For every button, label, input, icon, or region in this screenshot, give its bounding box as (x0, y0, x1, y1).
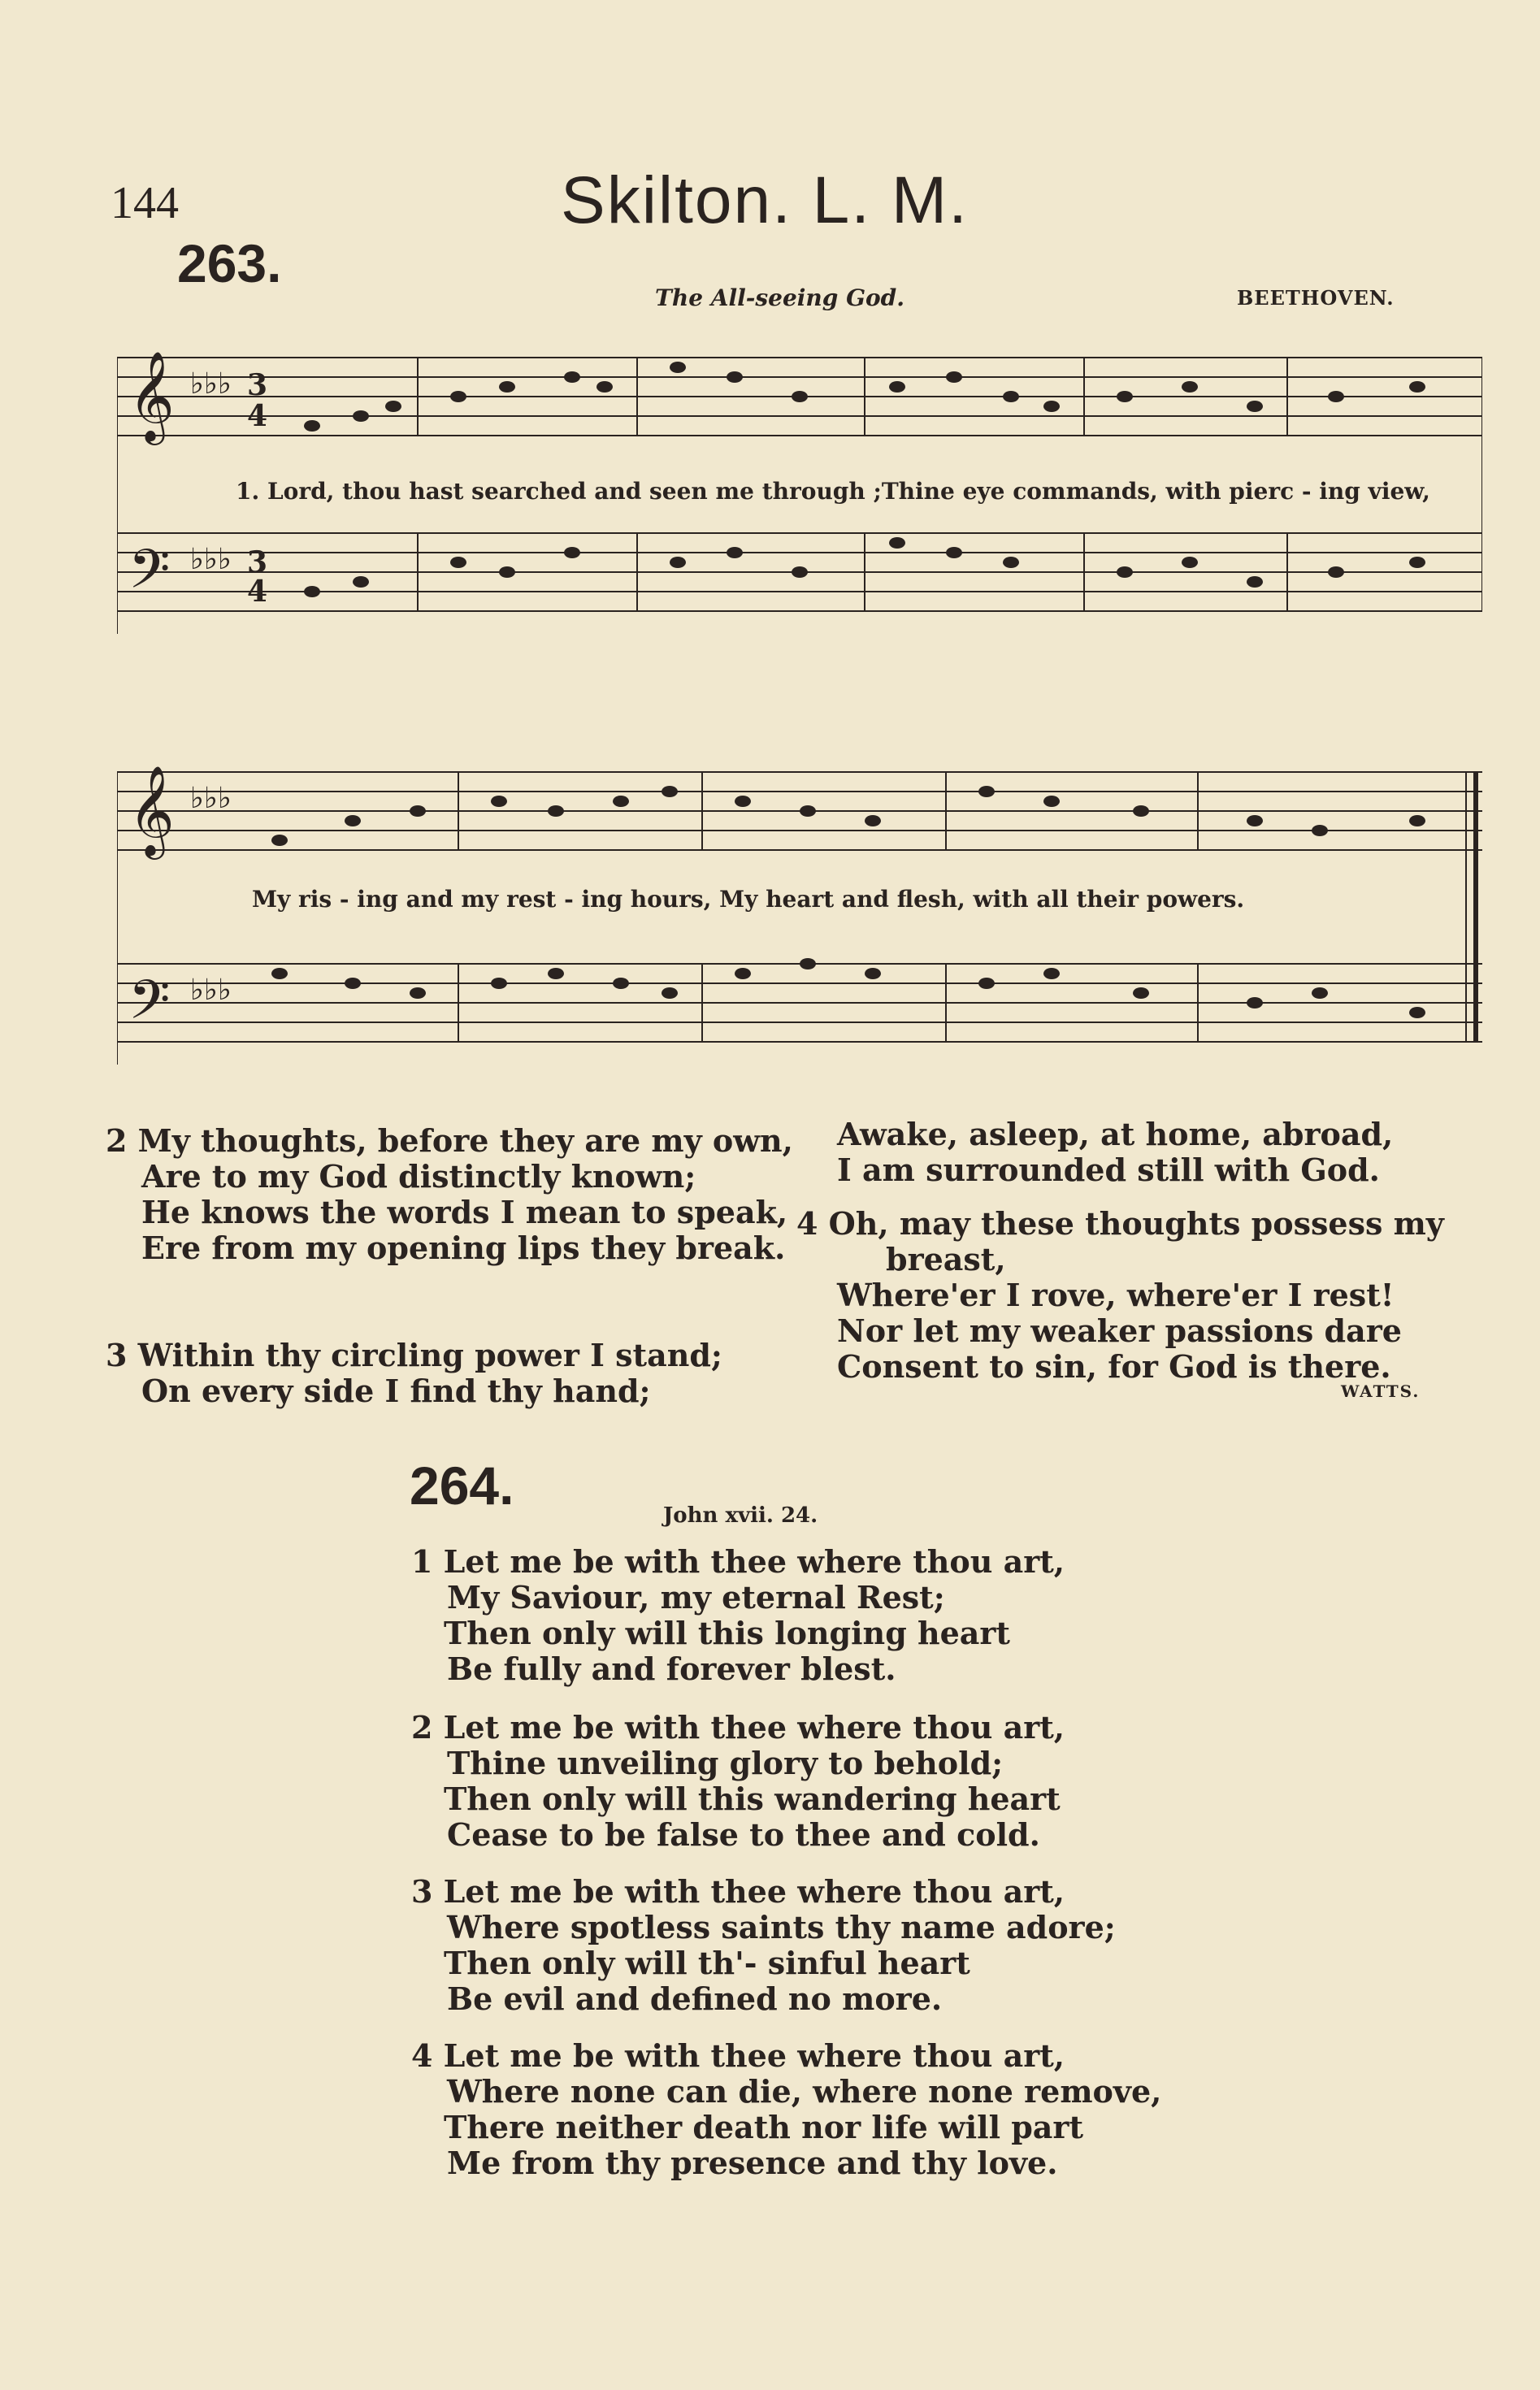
verse-line: 3 Within thy circling power I stand; (106, 1337, 722, 1373)
verse-line: I am surrounded still with God. (837, 1152, 1380, 1188)
svg-text:4: 4 (247, 575, 268, 609)
scripture-reference: John xvii. 24. (663, 1503, 818, 1528)
svg-text:𝄢: 𝄢 (128, 969, 171, 1044)
verse-line: Nor let my weaker passions dare (837, 1312, 1402, 1349)
page-number: 144 (111, 178, 179, 228)
verse-3-part-2 (837, 1117, 1393, 1188)
verse-line: Be evil and defined no more. (447, 1980, 943, 2017)
verse-line: 4 Let me be with thee where thou art, (411, 2037, 1065, 2074)
verse-line: Then only will this longing heart (444, 1615, 1010, 1651)
verse-line: Where spotless saints thy name adore; (447, 1909, 1116, 1945)
author-signature: WATTS. (1341, 1382, 1421, 1401)
verse-3-part-1 (106, 1338, 722, 1409)
verse-line: 2 My thoughts, before they are my own, (106, 1122, 793, 1159)
verse-line: Where none can die, where none remove, (447, 2073, 1162, 2110)
verse-line: Be fully and forever blest. (447, 1650, 896, 1687)
verse-line: Awake, asleep, at home, abroad, (837, 1116, 1394, 1152)
verse-2 (106, 1123, 793, 1266)
verse-line: Cease to be false to thee and cold. (447, 1816, 1040, 1853)
verse-line: 3 Let me be with thee where thou art, (411, 1873, 1065, 1910)
verse-line: Are to my God distinctly known; (141, 1158, 696, 1195)
verse-line: 4 Oh, may these thoughts possess my (796, 1205, 1444, 1242)
hymn-number-263: 263. (177, 233, 282, 293)
verse-line: Then only will this wandering heart (444, 1781, 1061, 1817)
verse-line: breast, (886, 1241, 1006, 1277)
verse-line: He knows the words I mean to speak, (141, 1194, 788, 1230)
hymn-subtitle: The All-seeing God. (655, 284, 905, 311)
svg-text:𝄢: 𝄢 (128, 538, 171, 614)
composer: BEETHOVEN. (1237, 286, 1395, 310)
verse-line: Then only will th'- sinful heart (444, 1945, 970, 1981)
svg-text:♭♭♭: ♭♭♭ (190, 782, 232, 815)
hymn-title: Skilton. L. M. (561, 163, 969, 237)
svg-text:4: 4 (247, 399, 268, 433)
svg-text:3: 3 (247, 545, 268, 579)
hymn264-stanza-1 (411, 1544, 1065, 1687)
lyric-line-1: 1. Lord, thou hast searched and seen me through ;Thine eye commands, with pierc - ing view, (236, 478, 1430, 505)
svg-text:𝄞: 𝄞 (128, 765, 175, 856)
svg-text:♭♭♭: ♭♭♭ (190, 974, 232, 1007)
verse-line: Consent to sin, for God is there. (837, 1348, 1391, 1385)
lyric-line-2: My ris - ing and my rest - ing hours, My heart and flesh, with all their powers. (252, 886, 1245, 913)
hymn-number-264: 264. (410, 1455, 514, 1516)
hymn264-stanza-2 (411, 1710, 1065, 1853)
verse-line: Ere from my opening lips they break. (141, 1230, 786, 1266)
verse-line: 2 Let me be with thee where thou art, (411, 1709, 1065, 1746)
verse-4 (796, 1206, 1444, 1385)
verse-line: My Saviour, my eternal Rest; (447, 1579, 945, 1616)
verse-line: Me from thy presence and thy love. (447, 2145, 1058, 2181)
hymn264-stanza-3 (411, 1874, 1116, 2017)
svg-text:3: 3 (247, 368, 268, 402)
svg-text:♭♭♭: ♭♭♭ (190, 543, 232, 576)
verse-line: Where'er I rove, where'er I rest! (837, 1277, 1395, 1313)
verse-line: There neither death nor life will part (444, 2109, 1083, 2145)
verse-line: 1 Let me be with thee where thou art, (411, 1543, 1065, 1580)
verse-line: Thine unveiling glory to behold; (447, 1745, 1004, 1781)
verse-line: On every side I find thy hand; (141, 1373, 651, 1409)
hymn264-stanza-4 (411, 2038, 1161, 2181)
svg-text:♭♭♭: ♭♭♭ (190, 367, 232, 401)
svg-text:𝄞: 𝄞 (128, 350, 175, 441)
